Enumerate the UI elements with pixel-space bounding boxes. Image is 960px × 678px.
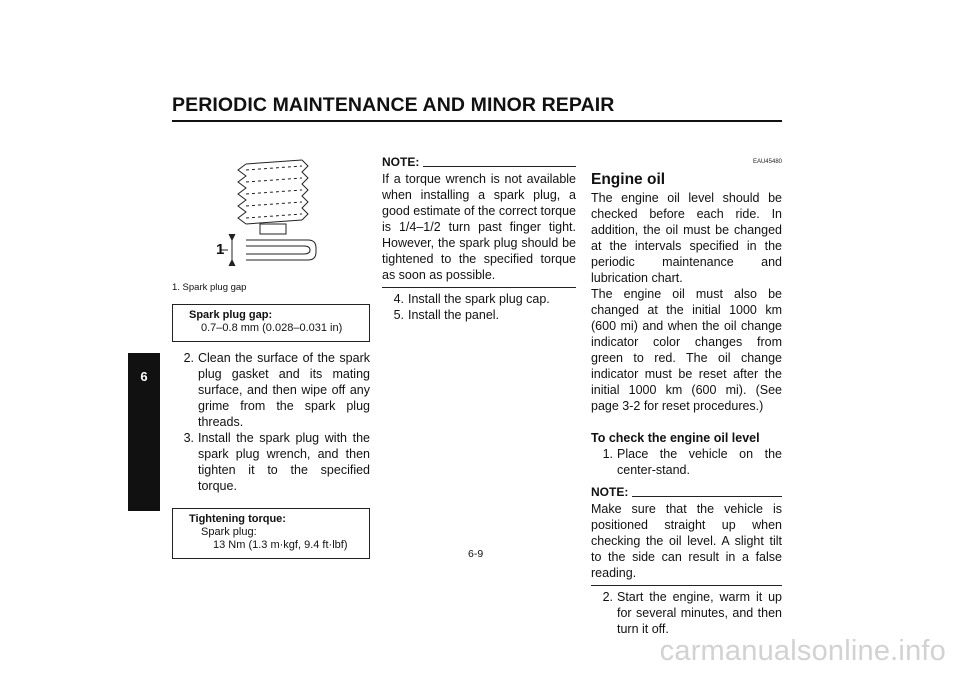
note-end-rule <box>591 585 782 586</box>
figure-caption: 1. Spark plug gap <box>172 282 247 293</box>
spark-plug-gap-illustration <box>216 150 346 270</box>
note-text: If a torque wrench is not available when installing a spark plug, a good estimate of the correct torque is 1/4–1/2 turn past finger tight. However, the spark plug should be tightened to the specified torque as soon as possible. <box>382 172 576 282</box>
note-heading: NOTE: <box>382 154 576 170</box>
list-item: 2. Start the engine, warm it up for several minutes, and then turn it off. <box>602 590 782 636</box>
figure-callout: 1 <box>216 241 225 258</box>
list-item: 5. Install the panel. <box>393 308 500 322</box>
steps-list-right-2 <box>591 589 782 637</box>
steps-list-middle <box>382 291 576 323</box>
note-text: Make sure that the vehicle is positioned straight up when checking the oil level. A slight tilt to the side can result in a false reading. <box>591 502 782 580</box>
spec-box-gap <box>172 304 370 342</box>
page-title: PERIODIC MAINTENANCE AND MINOR REPAIR <box>172 94 615 116</box>
list-item: 2. Clean the surface of the spark plug gasket and its mating surface, and then wipe off any grime from the spark plug threads. <box>183 351 370 429</box>
page-number: 6-9 <box>468 548 484 560</box>
spec-box-torque <box>172 508 370 559</box>
spec-torque-title: Tightening torque: <box>189 513 286 525</box>
subheading: To check the engine oil level <box>591 431 760 445</box>
list-item: 4. Install the spark plug cap. <box>393 292 550 306</box>
spec-torque-value: 13 Nm (1.3 m·kgf, 9.4 ft·lbf) <box>213 539 348 551</box>
paragraph: The engine oil must also be changed at the initial 1000 km (600 mi) and when the oil change indicator color changes from green to red. The oil change indicator must be reset after the initial 1000 km (600 mi). (See page 3-2 for reset procedures.) <box>591 287 782 413</box>
section-heading: Engine oil <box>591 171 666 188</box>
spec-gap-title: Spark plug gap: <box>189 309 273 321</box>
paragraph: The engine oil level should be checked before each ride. In addition, the oil must be changed at the intervals specified in the periodic maintenance and lubrication chart. <box>591 191 782 285</box>
column-left <box>172 150 370 559</box>
note-heading: NOTE: <box>591 484 782 500</box>
header-rule <box>172 120 782 122</box>
column-right <box>591 154 782 637</box>
column-middle <box>382 154 576 323</box>
list-item: 3. Install the spark plug with the spark plug wrench, and then tighten it to the specified torque. <box>183 431 370 493</box>
list-item: 1. Place the vehicle on the center-stand. <box>602 447 782 477</box>
spec-gap-value: 0.7–0.8 mm (0.028–0.031 in) <box>201 322 343 334</box>
steps-list-right-1 <box>591 446 782 478</box>
watermark: carmanualsonline.info <box>659 635 946 667</box>
steps-list-left <box>172 350 370 494</box>
note-end-rule <box>382 287 576 288</box>
spec-torque-item: Spark plug: <box>201 526 257 538</box>
chapter-tab <box>128 353 160 511</box>
section-code: EAU45480 <box>752 159 782 165</box>
chapter-tab-label: 6 <box>140 369 148 384</box>
